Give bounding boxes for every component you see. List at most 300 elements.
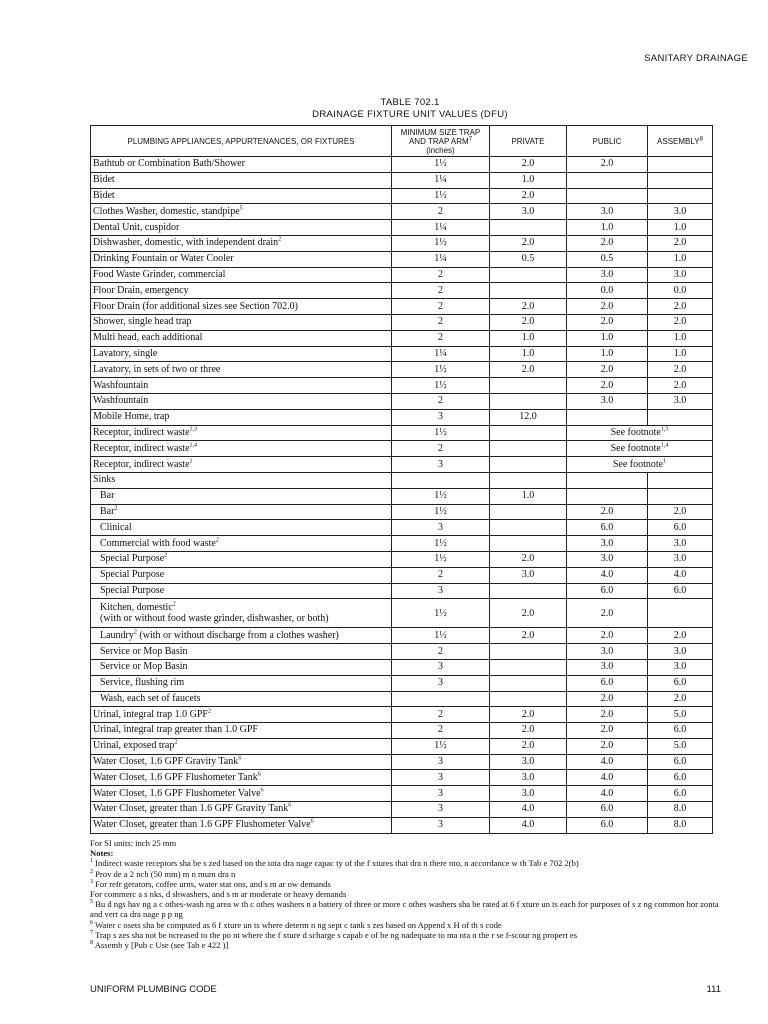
public-dfu-cell: 3.0 (567, 536, 648, 552)
assembly-dfu-cell: 1.0 (648, 251, 713, 267)
assembly-dfu-cell: 1.0 (648, 220, 713, 236)
public-dfu-cell: 2.0 (567, 504, 648, 520)
fixture-name: Special Purpose (100, 584, 165, 596)
fixture-footnote-ref: 1,3 (189, 426, 198, 433)
table-row (91, 754, 713, 770)
fixture-name-cell (91, 330, 392, 346)
assembly-dfu-cell: 2.0 (648, 299, 713, 315)
assembly-dfu-cell: 2.0 (648, 504, 713, 520)
header-trap-line2: AND TRAP ARM (408, 136, 469, 146)
trap-size-cell: 1½ (392, 628, 490, 644)
assembly-dfu-cell: 2.0 (648, 628, 713, 644)
fixture-name: Floor Drain, emergency (93, 284, 189, 296)
assembly-dfu-cell: 1.0 (648, 330, 713, 346)
assembly-dfu-cell (648, 188, 713, 204)
public-dfu-cell: 6.0 (567, 583, 648, 599)
header-public: PUBLIC (567, 126, 648, 157)
fixture-footnote-ref: 2 (172, 601, 176, 608)
table-row (91, 251, 713, 267)
assembly-dfu-cell (648, 472, 713, 488)
private-dfu-cell: 2.0 (490, 599, 567, 628)
fixture-name: Bidet (93, 189, 115, 201)
assembly-dfu-cell (648, 488, 713, 504)
private-dfu-cell: 1.0 (490, 488, 567, 504)
fixture-name: Kitchen, domestic (100, 602, 173, 614)
private-dfu-cell: 3.0 (490, 770, 567, 786)
fixture-name-cell (91, 738, 392, 754)
public-dfu-cell (567, 188, 648, 204)
see-footnote-ref: 1,3 (660, 426, 669, 433)
footnote (90, 879, 730, 889)
public-dfu-cell: 6.0 (567, 802, 648, 818)
table-row (91, 817, 713, 833)
assembly-dfu-cell: 2.0 (648, 691, 713, 707)
public-dfu-cell: 3.0 (567, 267, 648, 283)
private-dfu-cell (490, 520, 567, 536)
assembly-dfu-cell: 8.0 (648, 802, 713, 818)
trap-size-cell: 1½ (392, 504, 490, 520)
header-assembly-sup: 8 (699, 135, 703, 142)
assembly-dfu-cell: 3.0 (648, 267, 713, 283)
fixture-name-cell (91, 425, 392, 441)
fixture-name: Special Purpose (100, 569, 165, 581)
fixture-footnote-ref: 6 (260, 787, 264, 794)
fixture-footnote-ref: 2 (215, 537, 219, 544)
fixture-footnote-ref: 6 (310, 818, 314, 825)
assembly-dfu-cell: 8.0 (648, 817, 713, 833)
table-row (91, 362, 713, 378)
assembly-dfu-cell (648, 172, 713, 188)
assembly-dfu-cell: 5.0 (648, 707, 713, 723)
footnote (90, 930, 730, 940)
assembly-dfu-cell: 6.0 (648, 583, 713, 599)
table-row (91, 425, 713, 441)
private-dfu-cell (490, 267, 567, 283)
fixture-name-cell (91, 457, 392, 473)
table-row (91, 707, 713, 723)
header-assembly (648, 126, 713, 157)
fixture-name-cell (91, 409, 392, 425)
fixture-name: Washfountain (93, 379, 149, 391)
table-row (91, 346, 713, 362)
public-dfu-cell: 2.0 (567, 157, 648, 173)
trap-size-cell: 2 (392, 314, 490, 330)
fixture-name-cell (91, 472, 392, 488)
trap-size-cell: 1½ (392, 188, 490, 204)
notes-heading: Notes: (90, 848, 114, 859)
fixture-name-tail: (with or without discharge from a clothes washer) (136, 629, 339, 641)
fixture-name: Clothes Washer, domestic, standpipe (93, 205, 240, 217)
public-dfu-cell: 4.0 (567, 567, 648, 583)
table-row (91, 157, 713, 173)
assembly-dfu-cell: 6.0 (648, 754, 713, 770)
assembly-dfu-cell: 3.0 (648, 551, 713, 567)
table-number: TABLE 702.1 (380, 97, 440, 108)
trap-size-cell: 3 (392, 817, 490, 833)
table-body (91, 157, 713, 834)
trap-size-cell: 1¼ (392, 251, 490, 267)
fixture-name: Urinal, integral trap greater than 1.0 GPF (93, 724, 258, 736)
fixture-name-cell (91, 628, 392, 644)
private-dfu-cell (490, 378, 567, 394)
assembly-dfu-cell: 6.0 (648, 770, 713, 786)
fixture-name: Lavatory, single (93, 347, 158, 359)
header-trap (392, 126, 490, 157)
trap-size-cell (392, 691, 490, 707)
running-head: SANITARY DRAINAGE (644, 53, 748, 64)
public-dfu-cell: 3.0 (567, 393, 648, 409)
assembly-dfu-cell: 6.0 (648, 520, 713, 536)
table-row (91, 567, 713, 583)
fixture-name-cell (91, 802, 392, 818)
table-row (91, 220, 713, 236)
trap-size-cell: 1¼ (392, 220, 490, 236)
assembly-dfu-cell: 3.0 (648, 644, 713, 660)
trap-size-cell: 2 (392, 330, 490, 346)
trap-size-cell: 3 (392, 675, 490, 691)
public-dfu-cell: 3.0 (567, 204, 648, 220)
private-dfu-cell (490, 220, 567, 236)
notes-list (90, 858, 730, 950)
public-dfu-cell: 0.0 (567, 283, 648, 299)
assembly-dfu-cell: 2.0 (648, 362, 713, 378)
assembly-dfu-cell: 0.0 (648, 283, 713, 299)
fixture-name-cell (91, 488, 392, 504)
header-trap-sup: 7 (468, 135, 473, 142)
fixture-name-cell (91, 599, 392, 628)
assembly-dfu-cell: 6.0 (648, 723, 713, 739)
public-dfu-cell: 2.0 (567, 723, 648, 739)
table-row (91, 723, 713, 739)
assembly-dfu-cell: 5.0 (648, 738, 713, 754)
fixture-name-cell (91, 172, 392, 188)
table-row (91, 204, 713, 220)
fixture-name: Food Waste Grinder, commercial (93, 268, 226, 280)
fixture-name-cell (91, 707, 392, 723)
private-dfu-cell: 2.0 (490, 723, 567, 739)
table-row (91, 378, 713, 394)
fixture-name-cell (91, 314, 392, 330)
public-dfu-cell: 6.0 (567, 817, 648, 833)
header-private: PRIVATE (490, 126, 567, 157)
trap-size-cell: 1½ (392, 362, 490, 378)
private-dfu-cell (490, 536, 567, 552)
table-row (91, 172, 713, 188)
fixture-name-cell (91, 157, 392, 173)
trap-size-cell: 2 (392, 283, 490, 299)
footnote (90, 858, 730, 868)
table-row (91, 786, 713, 802)
private-dfu-cell: 2.0 (490, 362, 567, 378)
table-row (91, 504, 713, 520)
private-dfu-cell: 2.0 (490, 738, 567, 754)
trap-size-cell: 1¼ (392, 172, 490, 188)
fixture-name-cell (91, 299, 392, 315)
table-row (91, 691, 713, 707)
table-row (91, 659, 713, 675)
footnote-text: Bu d ngs hav ng a c othes-wash ng area w th c othes washers n a battery of three or more c othes washers sha be rated at 6 f xture un ts each for purposes of s z ng common hor zonta and vert ca dra nage p p ng (90, 899, 719, 920)
private-dfu-cell: 1.0 (490, 330, 567, 346)
public-dfu-cell: 2.0 (567, 707, 648, 723)
footnote-number: 7 (90, 929, 93, 936)
table-row (91, 235, 713, 251)
fixture-footnote-ref: 2 (278, 237, 282, 244)
public-dfu-cell (567, 472, 648, 488)
header-trap-line3: (inches) (426, 145, 455, 155)
fixture-name: Receptor, indirect waste (93, 442, 190, 454)
private-dfu-cell: 2.0 (490, 314, 567, 330)
fixture-name-cell (91, 520, 392, 536)
footnote-number: 2 (90, 868, 93, 875)
private-dfu-cell (490, 691, 567, 707)
private-dfu-cell: 3.0 (490, 754, 567, 770)
public-dfu-cell: 2.0 (567, 738, 648, 754)
private-dfu-cell: 3.0 (490, 204, 567, 220)
footnote-number: 5 (90, 899, 93, 906)
fixture-name: Laundry (100, 629, 134, 641)
private-dfu-cell: 0.5 (490, 251, 567, 267)
fixture-name: Water Closet, 1.6 GPF Gravity Tank (93, 756, 239, 768)
footnote-text: Water c osets sha be computed as 6 f xture un ts where determ n ng sept c tank s zes based on Append x H of th s code (95, 919, 502, 930)
fixture-name: Service or Mop Basin (100, 645, 188, 657)
table-row (91, 583, 713, 599)
public-dfu-cell (567, 409, 648, 425)
fixture-name: Multi head, each additional (93, 332, 203, 344)
private-dfu-cell: 2.0 (490, 628, 567, 644)
fixture-name: Water Closet, greater than 1.6 GPF Gravity Tank (93, 803, 289, 815)
trap-size-cell: 3 (392, 802, 490, 818)
trap-size-cell: 3 (392, 409, 490, 425)
public-dfu-cell: 6.0 (567, 520, 648, 536)
assembly-dfu-cell: 3.0 (648, 659, 713, 675)
assembly-dfu-cell: 3.0 (648, 536, 713, 552)
assembly-dfu-cell: 1.0 (648, 346, 713, 362)
table-row (91, 770, 713, 786)
fixture-name: Water Closet, greater than 1.6 GPF Flushometer Valve (93, 819, 311, 831)
table-row (91, 472, 713, 488)
fixture-footnote-ref: 6 (238, 755, 242, 762)
table-row (91, 488, 713, 504)
fixture-name-cell (91, 536, 392, 552)
footnote-number: 8 (90, 940, 93, 947)
footnote-text: Prov de a 2 nch (50 mm) m n mum dra n (95, 868, 236, 879)
trap-size-cell: 3 (392, 457, 490, 473)
table-row (91, 644, 713, 660)
table-row (91, 457, 713, 473)
see-footnote-ref: 1 (663, 458, 667, 465)
table-row (91, 599, 713, 628)
trap-size-cell: 1¼ (392, 346, 490, 362)
see-footnote-ref: 1,4 (660, 442, 669, 449)
assembly-dfu-cell (648, 157, 713, 173)
fixture-name: Urinal, exposed trap (93, 740, 175, 752)
table-row (91, 675, 713, 691)
public-dfu-cell: 6.0 (567, 675, 648, 691)
fixture-footnote-ref: 6 (288, 803, 292, 810)
footnote (90, 920, 730, 930)
fixture-name-cell (91, 644, 392, 660)
footnote (90, 889, 730, 899)
public-dfu-cell: 1.0 (567, 220, 648, 236)
public-dfu-cell: 4.0 (567, 786, 648, 802)
table-row (91, 330, 713, 346)
fixture-name-cell (91, 283, 392, 299)
table-row (91, 551, 713, 567)
fixture-name-cell (91, 786, 392, 802)
private-cell (490, 457, 567, 473)
fixture-name: Clinical (100, 521, 132, 533)
fixture-name-cell (91, 567, 392, 583)
public-dfu-cell: 3.0 (567, 644, 648, 660)
trap-size-cell: 3 (392, 786, 490, 802)
fixture-name-cell (91, 378, 392, 394)
trap-size-cell: 2 (392, 204, 490, 220)
fixture-name: Sinks (93, 474, 116, 486)
private-dfu-cell (490, 583, 567, 599)
assembly-dfu-cell (648, 409, 713, 425)
public-dfu-cell: 2.0 (567, 235, 648, 251)
trap-size-cell: 1½ (392, 551, 490, 567)
trap-size-cell: 1½ (392, 235, 490, 251)
table-row (91, 802, 713, 818)
trap-size-cell: 2 (392, 644, 490, 660)
private-dfu-cell: 2.0 (490, 188, 567, 204)
fixture-name-cell (91, 754, 392, 770)
trap-size-cell: 1½ (392, 488, 490, 504)
fixture-name: Water Closet, 1.6 GPF Flushometer Valve (93, 787, 261, 799)
private-dfu-cell: 2.0 (490, 707, 567, 723)
table-header-row (91, 126, 713, 157)
see-footnote-text: See footnote (612, 458, 664, 470)
table-row (91, 393, 713, 409)
trap-size-cell: 1½ (392, 536, 490, 552)
assembly-dfu-cell: 3.0 (648, 204, 713, 220)
footnote-text: For refr gerators, coffee urns, water stat ons, and s m ar ow demands (95, 878, 331, 889)
fixture-name: Commercial with food waste (100, 537, 216, 549)
public-dfu-cell (567, 172, 648, 188)
assembly-dfu-cell: 3.0 (648, 393, 713, 409)
trap-size-cell: 2 (392, 299, 490, 315)
fixture-name-cell (91, 583, 392, 599)
trap-size-cell: 3 (392, 520, 490, 536)
see-footnote-cell (567, 441, 713, 457)
private-dfu-cell: 2.0 (490, 299, 567, 315)
trap-size-cell: 2 (392, 723, 490, 739)
fixture-name: Service, flushing rim (100, 677, 185, 689)
fixture-name: Lavatory, in sets of two or three (93, 363, 221, 375)
footnote-text: Assemb y [Pub c Use (see Tab e 422 )] (94, 940, 229, 951)
footnote-number: 6 (90, 919, 93, 926)
fixture-name: Wash, each set of faucets (100, 692, 201, 704)
private-dfu-cell (490, 393, 567, 409)
fixture-name: Special Purpose (100, 553, 165, 565)
public-dfu-cell: 2.0 (567, 691, 648, 707)
table-row (91, 299, 713, 315)
footnote (90, 940, 730, 950)
public-dfu-cell: 3.0 (567, 551, 648, 567)
footnote (90, 869, 730, 879)
fixture-name: Bidet (93, 174, 115, 186)
assembly-dfu-cell (648, 599, 713, 628)
footnote (90, 899, 730, 919)
trap-size-cell (392, 472, 490, 488)
fixture-name-cell (91, 188, 392, 204)
private-dfu-cell (490, 472, 567, 488)
table-row (91, 520, 713, 536)
public-dfu-cell (567, 488, 648, 504)
assembly-dfu-cell: 2.0 (648, 314, 713, 330)
fixture-name-cell (91, 659, 392, 675)
trap-size-cell: 3 (392, 659, 490, 675)
table-row (91, 409, 713, 425)
trap-size-cell: 1½ (392, 599, 490, 628)
private-dfu-cell: 1.0 (490, 346, 567, 362)
trap-size-cell: 1½ (392, 157, 490, 173)
table-caption (90, 97, 768, 121)
fixture-footnote-ref: 2 (133, 629, 137, 636)
table-title: DRAINAGE FIXTURE UNIT VALUES (DFU) (312, 109, 508, 120)
public-dfu-cell: 3.0 (567, 659, 648, 675)
see-footnote-text: See footnote (610, 426, 661, 438)
fixture-footnote-ref: 2 (174, 739, 178, 746)
trap-size-cell: 1½ (392, 378, 490, 394)
footnote-text: Trap s zes sha not be ncreased to the po nt where the f xture d scharge s capab e of be ng nadequate to ma nta n the r se f-scour ng propert es (95, 929, 578, 940)
notes-section (90, 838, 730, 950)
private-dfu-cell: 1.0 (490, 172, 567, 188)
trap-size-cell: 1½ (392, 425, 490, 441)
private-dfu-cell: 2.0 (490, 551, 567, 567)
see-footnote-text: See footnote (610, 442, 661, 454)
fixture-name: Service or Mop Basin (100, 661, 188, 673)
private-dfu-cell: 2.0 (490, 157, 567, 173)
fixture-footnote-ref: 6 (257, 771, 261, 778)
public-dfu-cell: 1.0 (567, 346, 648, 362)
assembly-dfu-cell: 4.0 (648, 567, 713, 583)
private-dfu-cell (490, 644, 567, 660)
trap-size-cell: 2 (392, 441, 490, 457)
private-dfu-cell (490, 659, 567, 675)
fixture-name-cell (91, 251, 392, 267)
footnote-text: Indirect waste receptors sha be s zed based on the tota dra nage capac ty of the f xtures that dra n there nto, n accordance w th Tab e 702 2(b) (95, 858, 579, 869)
fixture-footnote-ref: 2 (114, 505, 118, 512)
table-row (91, 267, 713, 283)
fixture-name: Receptor, indirect waste (93, 458, 190, 470)
public-dfu-cell: 4.0 (567, 770, 648, 786)
table-row (91, 314, 713, 330)
public-dfu-cell: 2.0 (567, 362, 648, 378)
see-footnote-cell (567, 457, 713, 473)
fixture-footnote-ref: 2 (164, 552, 168, 559)
trap-size-cell: 2 (392, 707, 490, 723)
public-dfu-cell: 0.5 (567, 251, 648, 267)
private-dfu-cell: 4.0 (490, 802, 567, 818)
fixture-name: Dental Unit, cuspidor (93, 221, 180, 233)
fixture-name-cell (91, 346, 392, 362)
private-dfu-cell (490, 504, 567, 520)
fixture-name-cell (91, 770, 392, 786)
footnote-number: 3 (90, 878, 93, 885)
fixture-footnote-ref: 5 (239, 205, 243, 212)
trap-size-cell: 2 (392, 567, 490, 583)
private-dfu-cell: 4.0 (490, 817, 567, 833)
fixture-name: Receptor, indirect waste (93, 426, 190, 438)
fixture-name: Floor Drain (for additional sizes see Section 702.0) (93, 300, 298, 312)
trap-size-cell: 3 (392, 770, 490, 786)
header-fixture: PLUMBING APPLIANCES, APPURTENANCES, OR FIXTURES (91, 126, 392, 157)
private-dfu-cell: 3.0 (490, 786, 567, 802)
table-row (91, 283, 713, 299)
dfu-table (90, 125, 713, 834)
